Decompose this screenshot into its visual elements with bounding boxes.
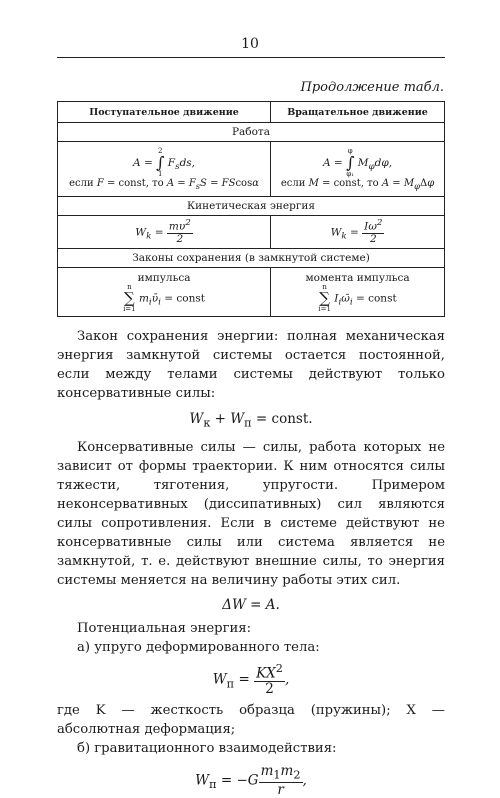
paragraph-where-k: где K — жесткость образца (пружины); X — абсолютная деформация; <box>57 702 445 737</box>
col-header-rotational: Вращательное движение <box>271 102 445 123</box>
section-work: Работа <box>58 123 445 142</box>
kinetic-translational-formula: $W_k$ = $\frac{m\upsilon^2}{2}$ <box>58 216 271 249</box>
work-rotational-formula: A = φ ∫ φ₁ $M_\varphi d\varphi$, <box>323 146 393 178</box>
kinetic-rotational-formula: $W_k$ = $\frac{I\omega^2}{2}$ <box>271 216 445 249</box>
paragraph-conservative-forces: Консервативные силы — силы, работа которых не зависит от формы траектории. К ним относятся силы тяжести, тяготения, упругости. Примером неконсервативных (диссипативных) сил являются силы сопротивления. Если в системе действуют не консервативные силы или система является не замкнутой, т. е. действуют внешние силы, то энергия системы меняется на величину работы этих сил. <box>57 439 445 588</box>
law-momentum-formula: n ∑ i=1 $m_iῡ_i$ = const <box>123 282 205 313</box>
col-header-translational: Поступательное движение <box>58 102 271 123</box>
table-caption: Продолжение табл. <box>300 80 444 95</box>
paragraph-gravitational: б) гравитационного взаимодействия: <box>77 740 337 756</box>
body-text <box>57 327 445 798</box>
page-number: 10 <box>241 36 259 52</box>
work-translational-cell <box>58 142 271 197</box>
section-conservation-laws: Законы сохранения (в замкнутой системе) <box>58 249 445 268</box>
equation-delta-w: ΔW = A. <box>222 596 280 613</box>
work-translational-note: если F = const, то $A = F_sS = FScos\alpha$ <box>69 177 259 191</box>
paragraph-potential-energy: Потенциальная энергия: <box>77 620 252 636</box>
work-translational-formula: A = 2 ∫ 1 $F_sds$, <box>133 146 196 178</box>
work-rotational-cell <box>271 142 445 197</box>
law-angular-momentum-title: момента импульса <box>305 271 410 284</box>
paragraph-energy-law: Закон сохранения энергии: полная механическая энергия замкнутой системы остается постоянной, если между телами системы действуют только консервативные силы: <box>57 329 445 401</box>
paragraph-elastic: а) упруго деформированного тела: <box>77 639 320 655</box>
equation-gravitational-energy: $W_п = -G$ $\frac{m_1m_2}{r}$ , <box>195 762 307 798</box>
law-angular-momentum-cell <box>271 268 445 317</box>
work-rotational-note: если M = const, то $A = M_\varphi\Delta\varphi$ <box>280 177 435 191</box>
header-rule <box>57 57 445 58</box>
integral-symbol: φ ∫ φ₁ <box>346 146 355 178</box>
law-momentum-cell <box>58 268 271 317</box>
law-angular-momentum-formula: n ∑ i=1 $I_i\omegā_i$ = const <box>318 282 397 313</box>
integral-symbol: 2 ∫ 1 <box>156 146 165 178</box>
section-kinetic: Кинетическая энергия <box>58 197 445 216</box>
formula-table <box>57 101 445 317</box>
law-momentum-title: импульса <box>137 271 191 284</box>
equation-energy-conservation: $W_к + W_п$ = const. <box>189 411 313 430</box>
equation-elastic-energy: $W_п$ = $\frac{KX^2}{2}$ , <box>212 661 290 698</box>
